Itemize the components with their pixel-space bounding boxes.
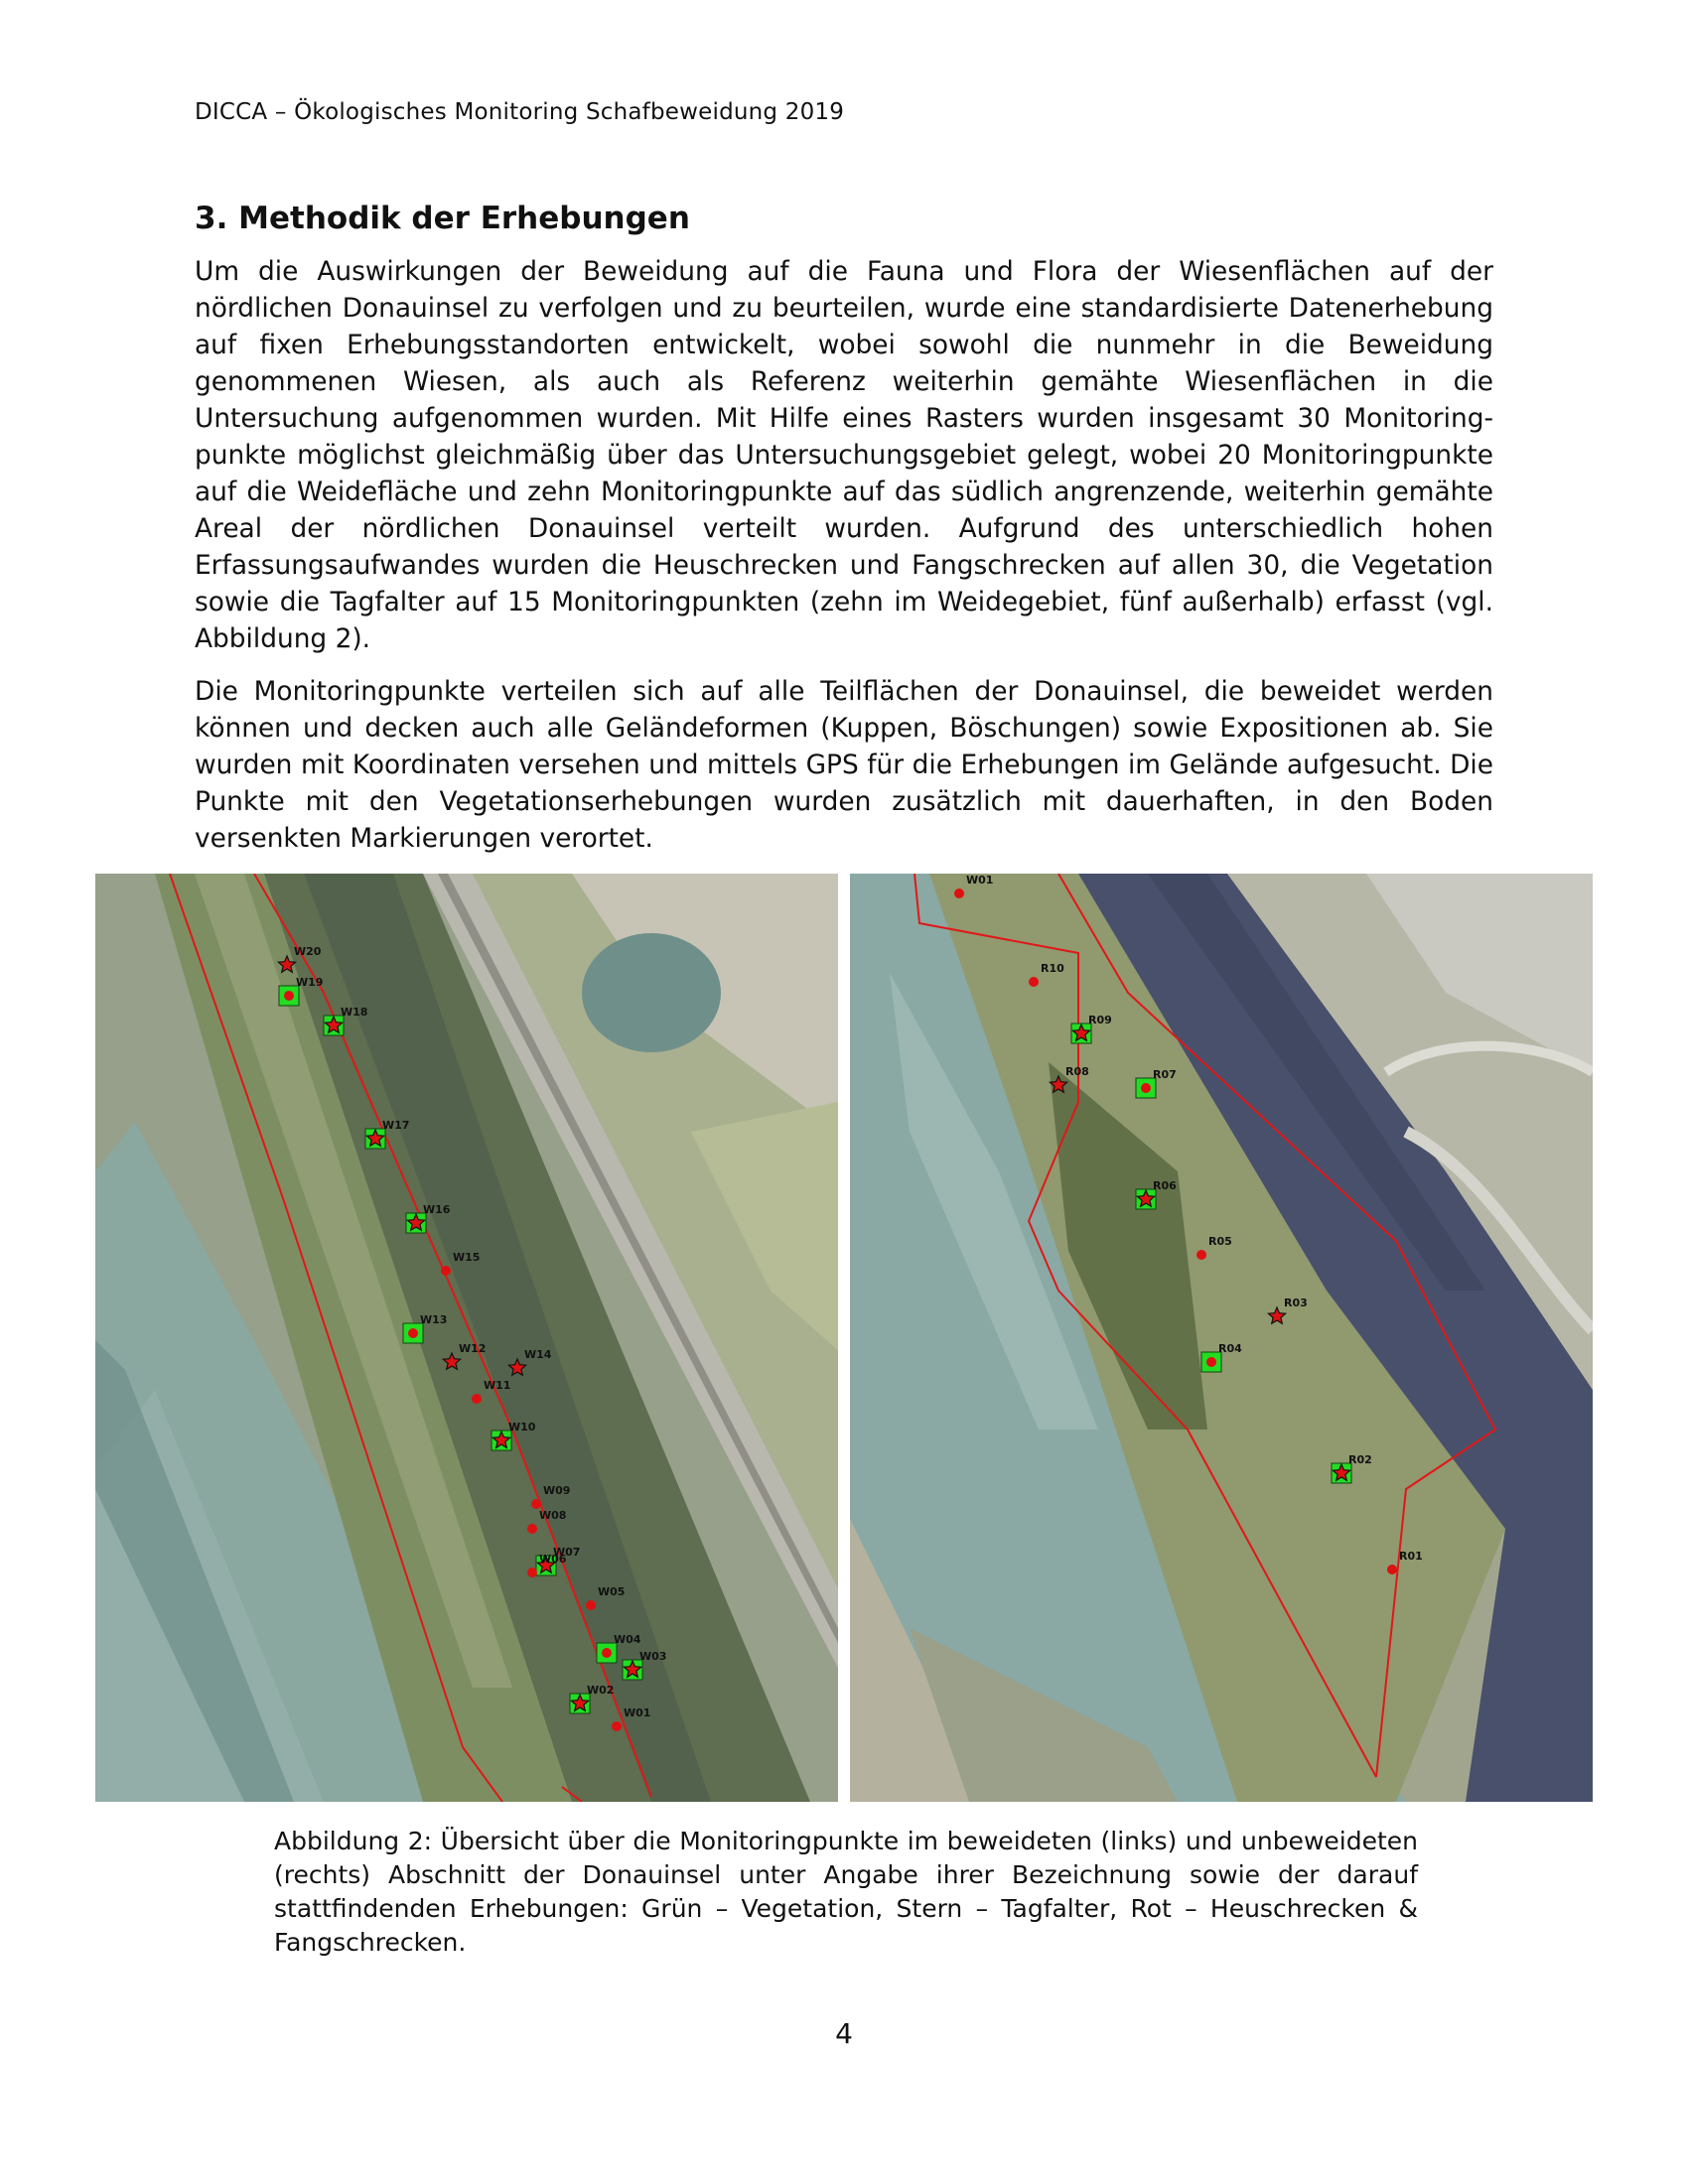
point-label: W13 xyxy=(420,1313,448,1326)
grasshopper-dot-marker xyxy=(1141,1083,1151,1093)
section-heading: 3. Methodik der Erhebungen xyxy=(195,201,690,236)
point-label: W11 xyxy=(484,1379,511,1392)
point-label: W05 xyxy=(598,1585,626,1598)
map-grazed-section xyxy=(95,874,838,1802)
point-label: R08 xyxy=(1065,1065,1089,1078)
point-label: W17 xyxy=(382,1119,410,1132)
point-label: R02 xyxy=(1348,1453,1372,1466)
point-label: W18 xyxy=(341,1006,368,1019)
point-label: W09 xyxy=(543,1484,571,1497)
point-label: W07 xyxy=(553,1546,581,1559)
grasshopper-dot-marker xyxy=(954,888,964,898)
point-label: W01 xyxy=(624,1706,651,1719)
grasshopper-dot-marker xyxy=(472,1394,482,1404)
grasshopper-dot-marker xyxy=(527,1524,537,1534)
point-label: R07 xyxy=(1153,1068,1177,1081)
grasshopper-dot-marker xyxy=(284,991,294,1001)
grasshopper-dot-marker xyxy=(612,1721,622,1731)
point-label: W04 xyxy=(614,1633,641,1646)
grasshopper-dot-marker xyxy=(602,1648,612,1658)
point-label: R09 xyxy=(1088,1014,1112,1026)
point-label: R03 xyxy=(1284,1297,1308,1309)
map-right-svg xyxy=(850,874,1593,1802)
grasshopper-dot-marker xyxy=(441,1266,451,1276)
point-label: W14 xyxy=(524,1348,552,1361)
paragraph-2: Die Monitoringpunkte verteilen sich auf alle Teilflächen der Donauinsel, die beweidet werden können und decken auch alle Geländeformen (Kuppen, Böschungen) sowie Expositionen ab. Sie wurden mit Koordinaten versehen und mittels GPS für die Erhebungen im Gelände aufgesucht. Die Punkte mit den Vegetationserhebungen wurden zusätzlich mit dauerhaften, in den Boden versenkten Markierungen verortet. xyxy=(195,676,1493,854)
point-label: W08 xyxy=(539,1509,567,1522)
figure-caption: Abbildung 2: Übersicht über die Monitoringpunkte im beweideten (links) und unbeweideten (rechts) Abschnitt der Donauinsel unter Angabe ihrer Bezeichnung sowie der darauf stattfindenden Erhebungen: Grün – Vegetation, Stern – Tagfalter, Rot – Heuschrecken & Fangschrecken. xyxy=(274,1827,1418,1957)
point-label: W06 xyxy=(539,1553,567,1566)
point-label: R05 xyxy=(1208,1235,1232,1248)
point-label: R10 xyxy=(1041,962,1064,975)
point-label: W19 xyxy=(296,976,324,989)
grasshopper-dot-marker xyxy=(1387,1565,1397,1574)
point-label: R01 xyxy=(1399,1550,1423,1563)
running-header: DICCA – Ökologisches Monitoring Schafbeweidung 2019 xyxy=(195,99,845,125)
map-ungrazed-section xyxy=(850,874,1593,1802)
grasshopper-dot-marker xyxy=(408,1328,418,1338)
grasshopper-dot-marker xyxy=(527,1568,537,1577)
point-label: W02 xyxy=(587,1684,615,1697)
grasshopper-dot-marker xyxy=(1196,1250,1206,1260)
map-left-svg xyxy=(95,874,838,1802)
point-label: W03 xyxy=(639,1650,667,1663)
grasshopper-dot-marker xyxy=(1206,1357,1216,1367)
point-label: R06 xyxy=(1153,1179,1177,1192)
point-label: W16 xyxy=(423,1203,451,1216)
paragraph-1: Um die Auswirkungen der Beweidung auf die Fauna und Flora der Wiesenflächen auf der nördlichen Donauinsel zu verfolgen und zu beurteilen, wurde eine standardisierte Datenerhebung auf fixen Erhebungsstandorten entwickelt, wobei sowohl die nunmehr in die Beweidung genommenen Wiesen, als auch als Referenz weiterhin gemähte Wiesenflächen in die Untersuchung aufgenommen wurden. Mit Hilfe eines Rasters wurden insgesamt 30 Monitoring-punkte möglichst gleichmäßig über das Untersuchungsgebiet gelegt, wobei 20 Monitoringpunkte auf die Weidefläche und zehn Monitoringpunkte auf das südlich angrenzende, weiterhin gemähte Areal der nördlichen Donauinsel verteilt wurden. Aufgrund des unterschiedlich hohen Erfassungsaufwandes wurden die Heuschrecken und Fangschrecken auf allen 30, die Vegetation sowie die Tagfalter auf 15 Monitoringpunkten (zehn im Weidegebiet, fünf außerhalb) erfasst (vgl. Abbildung 2). xyxy=(195,256,1493,654)
grasshopper-dot-marker xyxy=(586,1600,596,1610)
point-label: W01 xyxy=(966,874,994,887)
point-label: W10 xyxy=(508,1421,536,1433)
point-label: R04 xyxy=(1218,1342,1242,1355)
point-label: W12 xyxy=(459,1342,487,1355)
grasshopper-dot-marker xyxy=(531,1499,541,1509)
page-number: 4 xyxy=(835,2017,853,2050)
point-label: W20 xyxy=(294,945,322,958)
point-label: W15 xyxy=(453,1251,481,1264)
grasshopper-dot-marker xyxy=(1029,977,1039,987)
